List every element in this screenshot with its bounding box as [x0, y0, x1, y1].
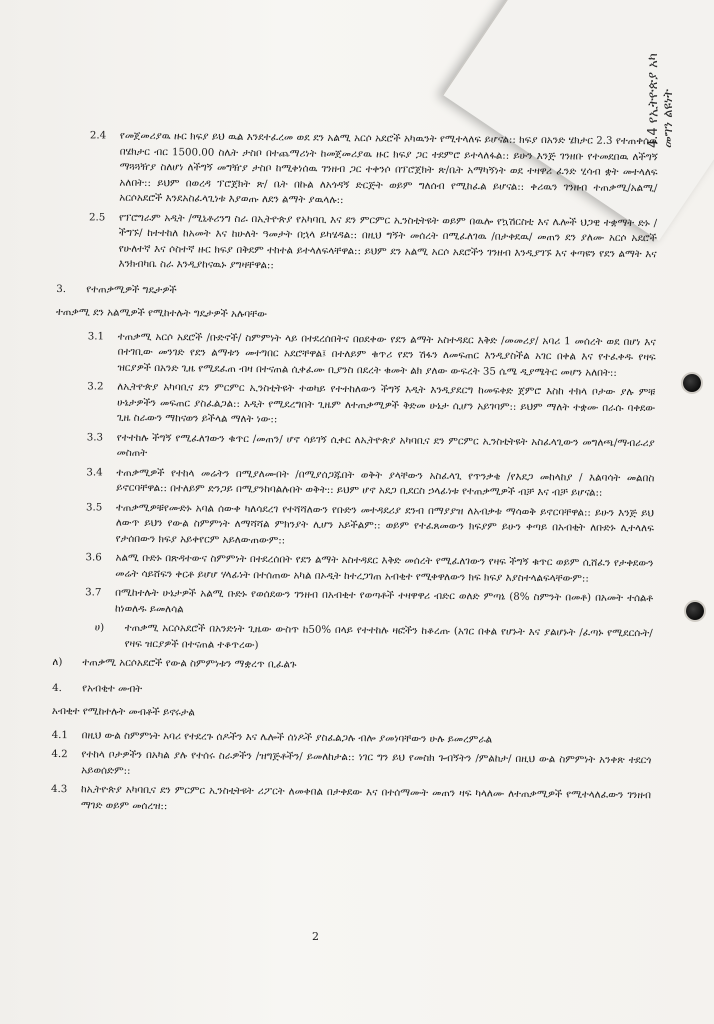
clause-3-1: [87, 329, 655, 381]
clause-4-1: [52, 727, 652, 749]
clause-number: 3.1: [87, 330, 105, 342]
clause-text: ተጠቃሚዎቹየሙድኑ አባል ሰውቀ ካለሳደረገ የተሻሻለውን የቡድን መተዳደሪያ ደንብ በማያያዝ ለአብቃቱ ማሳወቅ ይኖርባቸዋል:: ይሁን እንጅ ይህ ለውጥ ይህን የውል ስምምነት ለማሻሻል ምክንያት ሊሆን አይችልም:: ወይም የተፈጸመውን ክፍያም ይሁን ቀጣይ በአብቂት ለቡድኑ ሊተላለፍ የታሰበውን ክፍያ አይቀየርም አይለውጠውም::: [115, 502, 655, 546]
clause-number: 3.6: [85, 552, 102, 564]
clause-number: 2.4: [89, 130, 107, 142]
corner-back-text-line2: መግን ልዩነት: [661, 89, 676, 148]
sub-clause-a: [95, 620, 653, 657]
clause-text: ተጠቃሚዎች የተከላ መሬትን በሚያለሙበት /በሚያሰጋጁበት ወቅት ያላቸውን አስፈላጊ የጥንቃቄ /የእደጋ መከላከያ / እልባሳት መልበስ ይኖርባቸዋል:: በተለይም ድንጋይ በሚያንከባልሉበት ወቅት:: ይህም ሆኖ አደጋ ቢደርስ ኃላፊነቱ የተጠቃሚዎች ብቻ እና ብቻ ይሆናል::: [116, 467, 655, 499]
clause-number: 3.5: [85, 501, 103, 513]
section-number: 3.: [56, 283, 67, 295]
clause-3-2: [87, 379, 655, 431]
clause-text: የመጀመሪያዉ ዙር ክፍያ ይህ ዉል እንደተፈረመ ወደ ደን አልሚ አርሶ አደሮች አካዉንት የሚተላለፍ ይሆናል:: ክፍያ በአንድ ሄክታር 2.3 የተጠቀሰዉ በሄክታር ብር 1500.00 ስሌት ታስቦ በተጨማሪነት ከመጀመሪያዉ ዙር ክፍያ ጋር ተደምሮ ይተላለፋል:: ይሁን እንጅ ገንዘቡ የተመደበዉ ለችግኝ ማጓጓዥያ ስለሆነ ለችግኝ መግዥያ ታስቦ ከሚቀነሰዉ ገንዘብ ጋር ተቀንሶ በፕሮጀክት ጽ/ቤት አማካኝነት ወደ ተዛዋሪ ፈንድ ሂሳብ ቋት መተላለፍ አለበት:: ይህም በወረዳ ፕሮጀክት ጽ/ ቤት በኩል ለአጎዳኝ ድርጅት ወይም ግለሰብ የሚከፈል ይሆናል:: ቀሪዉን ገንዘብ ተጠቃሚ/አልሚ/ አርሶአደሮች እንደአስፈላጊነቱ እያወጡ ለደን ልማት ያዉላሉ::: [119, 130, 658, 206]
section-title: የአብቂተ መብት: [82, 682, 143, 695]
clause-number: 3.4: [86, 466, 103, 478]
section-number: 4.: [52, 682, 62, 694]
clause-text: አልሚ ቡድኑ በጽዳተውና ስምምነት በተደረሰበት የደን ልማት አስተዳደር እቅድ መሰረት የሚፈለገውን የዛፍ ችግኝ ቁጥር ወይም ሲሸፈን የታቀደውን መሬት ሳይሸፍን ቀርቶ ይሆሆ ሃላፊነት በተሰጠው አካል በኦዲት ከተረጋገጠ አብቂተ የሚቀዋለውን ክፍ ክፍያ እያስተላልፍላቸውም::: [115, 552, 654, 585]
clause-text: የተተከሉ ችግኝ የሚፈለገውን ቁጥር /መጠን/ ሆኖ ሳይገኝ ሲቀር ለኢትዮጵያ አካባቢና ደን ምርምር ኢንስቲትዩት አስፈላጊውን መግለጫ/ማብራሪያ መስጠት: [116, 432, 655, 459]
section-4-heading: [52, 680, 652, 702]
clause-number: 2.5: [89, 211, 106, 223]
punch-hole-icon: [686, 602, 704, 620]
clause-text: የፕሮግራም አዲት /ሚኒቶሪንግ ስራ በኢትዮጵያ የአካባቢ እና ደን ምርምር ኢንስቲትዩት ወይም በዉሎ የኳሽርስቲ እና ሌሎች ህጋዊ ተቋማት ድኑ /ችግኙ/ ከተተከለ ከአመት እና ከሁለት ዓመታት በኋላ ይካሄዳል:: በዚህ ግኝት መሰረት በሚፈለገዉ /በታቀደዉ/ መጠን ደን ያለሙ አርሶ አደሮች የሁለተኛ እና ሶስተኛ ዙር ክፍያ በቅደም ተከተል ይተላለፍላቸዋል:: ይህም ደን አልሚ አርሶ አደሮችን ገንዘብ እንዲያገኙ እና ቀጣዩን የደን ልማት እና እንክብካቤ ስራ እንዲያከናዉኑ ያግዛቸዋል::: [118, 212, 658, 272]
clause-4-2: [51, 747, 651, 784]
clause-3-5: [86, 500, 654, 552]
clause-text: ከኢትዮጵያ አካባቢና ደን ምርምር ኢንስቲትዩት ሪፖርት ለመቀበል በታቀደው እና በተሰማሙት መጠን ዛፍ ካላለሙ ለተጠቃሚዎች የሚተላለፈውን ገንዘብ ማገድ ወይም መሰረዝ::: [80, 784, 652, 812]
clause-2-4: [89, 128, 658, 211]
document-body: [51, 128, 658, 823]
corner-back-text: [646, 18, 706, 148]
clause-number: 4.1: [51, 729, 68, 741]
clause-number: 3.2: [87, 381, 104, 393]
clause-3-6: [85, 550, 653, 587]
clause-text: በዚህ ውል ስምምነት አባሪ የተደረጉ ሰዶችን እና ሌሎች ሰነዶች ያስፈልጋሉ ብሎ ያመነባቸውን ሁሉ ይመረምራል: [81, 729, 493, 746]
clause-number: 3.7: [85, 587, 102, 599]
section-3-intro: ተጠቃሚ ደን አልሚዎች የሚከተሉት ግዴታዎች አሉባቸው: [56, 306, 268, 321]
clause-number: 3.3: [86, 431, 104, 443]
clause-number: 4.3: [51, 783, 68, 796]
sub-clause-b: [52, 655, 652, 677]
section-3-heading: [56, 281, 656, 303]
clause-text: ተጠቃሚ አርሶ አደሮች /ቡድኖች/ ስምምነት ላይ በተደረሰበትና በዐደቀው የደን ልማት አስተዳደር እቅድ /መመሪያ/ አባሪ 1 መሰረት ወደ በሆነ እና በተገቢው መንገድ የደን ልማቱን መተግበር አደሮቸዋል፤ በተለይም ቁጥሪ የደን ሽፋን ለመፍጠር እንዲያስችል አገር በቀል እና የተፈቀዱ የዛፍ ዝርያዎች በአንድ ጊዜ የሚደፈጠ ብዛ በተናጠል ሲቀፈሙ ቢያንስ በደረት ቁመት ልክ ያለው ውፍረት 35 ሴሜ ዲያሜትር መሆን አለበት::: [117, 331, 656, 379]
punch-hole-icon: [683, 374, 701, 392]
section-4-intro: አብቂተ የሚከተሉት መብቶች ይኖሩታል: [51, 705, 195, 719]
clause-3-4: [86, 465, 654, 502]
clause-text: የተከላ ቦታዎችን በአካል ያሉ የተሰሩ ስራዎችን /ዝግጅቶችን/ ይመለከታል:: ነገር ግን ይህ የመስክ ጉብኝትን /ምልከታ/ በዚህ ውል ስምምነት አንቀጽ ተደርጎ አይወሰድም::: [81, 749, 652, 777]
sub-clause-text: ተጠቃሚ አርሶአደሮች የውል ስምምነቱን ማቋረጥ ቢፈልጉ: [82, 657, 297, 671]
clause-number: 4.2: [51, 748, 68, 761]
section-title: የተጠቃሚዎች ግዴታዎች: [86, 283, 177, 296]
corner-back-text-line1: 4.4 የኢትዮጵያ አካ: [646, 53, 661, 148]
sub-clause-number: ለ): [52, 656, 63, 669]
clause-3-3: [87, 430, 655, 467]
clause-2-5: [88, 210, 657, 278]
sub-clause-number: ሀ): [94, 622, 105, 634]
clause-3-7: [85, 585, 653, 622]
clause-text: ለኢትዮጵያ አካባቢና ደን ምርምር ኢንስቲትዩት ተወካይ የተተከለውን ችግኝ እዲት እንዲያደርግ ከመፍቀድ ጀምሮ እስከ ተክላ ቦታው ያሉ ምቹ ሁኔታዎችን መፍጠር ያስፈልጋል:: እዲት የሚደረግበት ጊዜም ለተጠቃሚዎች ቅድመ ሁኔታ ሲሆን አይገባም:: ይህም ማለት ተቋሙ በራሱ ባቀደው ጊዜ ስራውን ማከናወን ይችላል ማለት ነው::: [116, 381, 656, 426]
clause-text: በሚከተሉት ሁኔታዎች አልሚ ቡድኑ የወሰደውን ገንዘብ በአብቂተ የወጣቶች ተዛዋዋሪ ብድር ወለድ ምጣኔ (8% ስምንት በመቶ) በአመት ተሰልቶ ከነወለዱ ይመለሳል: [114, 587, 654, 615]
page-number: 2: [312, 930, 319, 943]
sub-clause-text: ተጠቃሚ አርሶአደሮች በአንድነት ጊዜው ውስጥ ከ50% በላይ የተተከሉ ዛፎችን ከቆረጡ (አገር በቀል የሆኑት እና ያልሆኑት /ፈጣኑ የሚደርሱት/ የዛፍ ዝርያዎች በተናጠል ተቆጥረው): [124, 622, 653, 651]
clause-4-3: [51, 782, 651, 819]
